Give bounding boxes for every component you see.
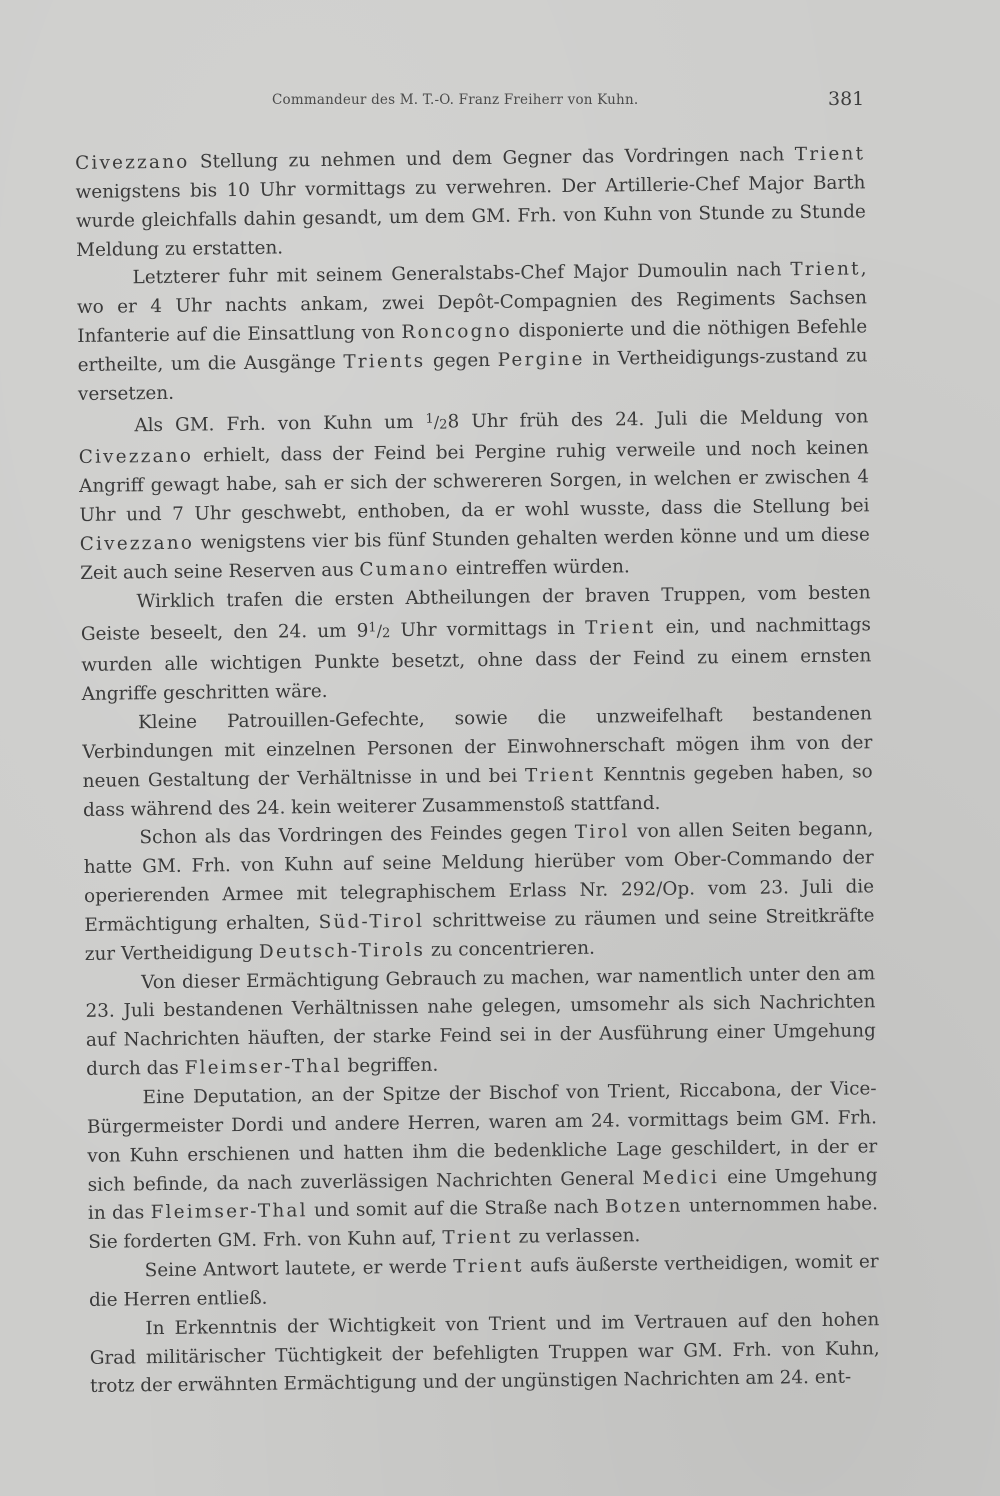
place-name: Trient (584, 616, 656, 639)
paragraph-2 (76, 256, 868, 410)
text-run: Wirklich trafen die ersten Abtheilungen der braven Truppen, vom besten Geiste beseelt, den 24. um 9 (80, 581, 871, 645)
text-run: Als GM. Frh. von Kuhn um (134, 411, 426, 436)
paragraph-6 (83, 816, 875, 970)
text-run: aufs äußerste vertheidigen, womit er die Herren entließ. (88, 1251, 879, 1311)
page-number: 381 (828, 88, 865, 110)
text-run: eintreffen würden. (449, 556, 630, 580)
text-run: gegen (425, 349, 498, 372)
text-run: Eine Deputation, an der Spitze der Bischof von Trient, Riccabona, der Vice-Bürgermeister Dordi und andere Herren, waren am 24. vormittags beim GM. Frh. von Kuhn erschienen und hatten ihm die bedenkliche Lage geschildert, in der er sich befinde, da nach zuverlässigen Nachrichten General (86, 1078, 878, 1196)
text-run: wenigstens bis 10 Uhr vormittags zu verwehren. Der Artillerie-Chef Major Barth wurde gleichfalls dahin gesandt, um dem GM. Frh. von Kuhn von Stunde zu Stunde Meldung zu erstatten. (75, 172, 866, 261)
person-name: Medici (642, 1166, 720, 1189)
text-run: begriffen. (341, 1054, 439, 1077)
text-run: zu verlassen. (512, 1225, 641, 1248)
place-name: Trient (794, 143, 866, 166)
text-run: ein, und nachmittags wurden alle wichtigen Punkte besetzt, ohne dass der Feind zu einem ernsten Angriffe geschritten wäre. (81, 613, 872, 706)
place-name: Fleimser-Thal (184, 1055, 342, 1079)
place-name: Civezzano (75, 151, 190, 174)
text-run: Von dieser Ermächtigung Gebrauch zu machen, war namentlich unter den am 23. Juli bestandenen Verhältnissen nahe gelegen, umsomehr als sich Nachrichten auf Nachrichten häuften, der starke Feind sei in der Ausführung einer Umgehung durch das (85, 962, 876, 1081)
text-run: Uhr vormittags in (390, 617, 586, 641)
text-run: Stellung zu nehmen und dem Gegner das Vordringen nach (189, 144, 795, 173)
text-run: unternommen habe. Sie forderten GM. Frh. von Kuhn auf, (88, 1193, 879, 1254)
place-name: Deutsch-Tirols (258, 939, 426, 963)
place-name: Civezzano (78, 446, 194, 469)
text-run: Kleine Patrouillen-Gefechte, sowie die unzweifelhaft bestandenen Verbindungen mit einzelnen Personen der Einwohnerschaft mögen ihm von der neuen Gestaltung der Verhältnisse in und bei (82, 703, 873, 792)
text-run: Seine Antwort lautete, er werde (144, 1256, 454, 1282)
place-name: Trient (453, 1255, 524, 1278)
text-run: Schon als das Vordringen des Feindes gegen (139, 822, 575, 849)
paragraph-1 (75, 140, 866, 265)
text-run: von allen Seiten begann, hatte GM. Frh. von Kuhn auf seine Meldung hierüber vom Ober-Commando der operierenden Armee mit telegraphischem Erlass Nr. 292/Op. vom 23. Juli die Ermächtigung erhalten, (83, 818, 875, 936)
text-run: schrittweise zu räumen und seine Streitkräfte zur Vertheidigung (84, 905, 875, 965)
paragraph-10 (89, 1306, 880, 1402)
fraction-numerator: 1 (368, 619, 377, 635)
text-run: in Vertheidigungs-zustand zu versetzen. (77, 345, 868, 405)
text-run: In Erkenntnis der Wichtigkeit von Trient und im Vertrauen auf den hohen Grad militärischer Tüchtigkeit der befehligten Truppen war GM. Frh. von Kuhn, trotz der erwähnten Ermächtigung und der ungünstigen Nachrichten am 24. ent- (89, 1309, 880, 1398)
fraction-bar: / (433, 412, 440, 432)
text-run: 8 Uhr früh des 24. Juli die Meldung von (447, 405, 869, 433)
place-name: Cumano (359, 558, 450, 581)
fraction-denominator: 2 (381, 625, 391, 641)
place-name: Botzen (604, 1196, 683, 1218)
place-name: Trient (790, 258, 861, 281)
paragraph-3 (78, 400, 870, 589)
place-name: Süd-Tirol (318, 910, 425, 934)
fraction-denominator: 2 (439, 417, 448, 433)
text-run: eine Umgehung in das (87, 1164, 878, 1225)
paragraph-7 (85, 960, 876, 1085)
text-run: Kenntnis gegeben haben, so dass während des 24. kein weiterer Zusammenstoß stattfand. (82, 761, 873, 821)
place-name: Fleimser-Thal (150, 1200, 308, 1224)
text-run: und somit auf die Straße nach (307, 1196, 606, 1222)
place-name: Pergine (497, 348, 585, 371)
place-name: Tirol (574, 821, 630, 844)
text-run: erhielt, dass der Feind bei Pergine ruhig verweile und noch keinen Angriff gewagt habe, sah er sich der schwereren Sorgen, in welchen er zwischen 4 Uhr und 7 Uhr geschwebt, enthoben, da er wohl wusste, dass die Stellung bei (78, 437, 870, 527)
body-text (75, 140, 880, 1402)
place-name: Civezzano (79, 532, 195, 555)
paragraph-9 (89, 1248, 880, 1315)
paragraph-8 (86, 1075, 878, 1258)
paragraph-5 (82, 700, 873, 825)
fraction-bar: / (376, 620, 383, 640)
place-name: Roncogno (401, 320, 513, 344)
text-run: Letzterer fuhr mit seinem Generalstabs-Chef Major Dumoulin nach (132, 259, 791, 289)
text-run: disponierte und die nöthigen Befehle ertheilte, um die Ausgänge (77, 316, 868, 376)
place-name: Trient (524, 764, 596, 787)
place-name: Trient (442, 1226, 513, 1249)
text-run: , wo er 4 Uhr nachts ankam, zwei Depôt-Compagnien des Regiments Sachsen Infanterie auf die Einsattlung von (76, 258, 867, 348)
text-run: wenigstens vier bis fünf Stunden gehalten werden könne und um diese Zeit auch seine Reserven aus (80, 524, 870, 584)
text-run: zu concentrieren. (424, 937, 596, 961)
place-name: Trients (343, 350, 426, 373)
running-head: Commandeur des M. T.-O. Franz Freiherr von Kuhn. (272, 92, 639, 108)
fraction-numerator: 1 (425, 411, 434, 427)
paragraph-4 (80, 579, 871, 710)
